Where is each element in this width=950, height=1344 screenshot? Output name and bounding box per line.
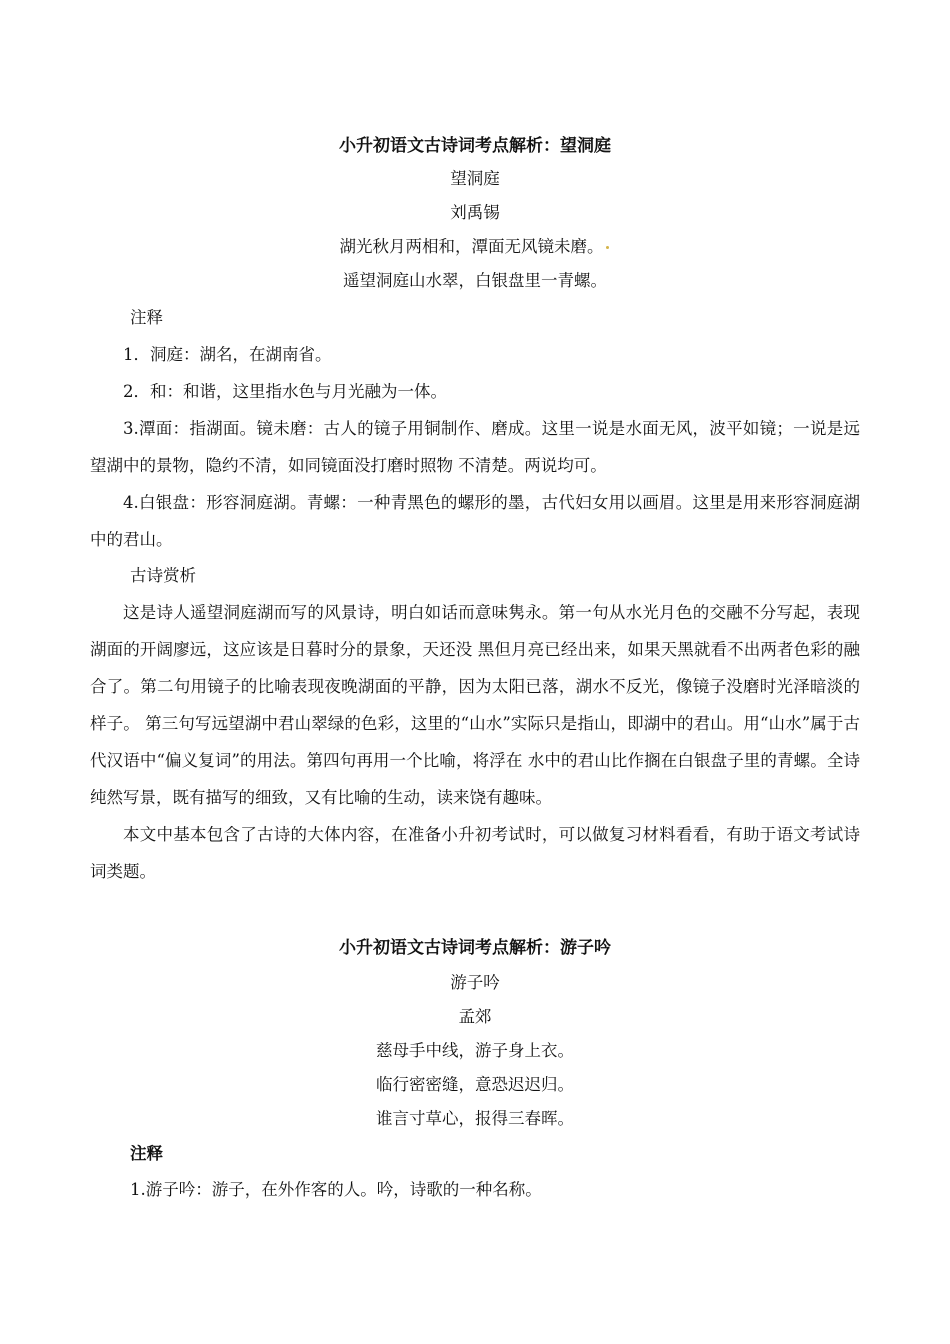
section2-poem-title: 游子吟	[450, 973, 500, 992]
section1-verse-2: 遥望洞庭山水翠，白银盘里一青螺。	[343, 271, 607, 290]
section2-verse-3: 谁言寸草心，报得三春晖。	[376, 1109, 574, 1128]
section2-author: 孟郊	[458, 1007, 492, 1026]
section1-appreciation-text: 这是诗人遥望洞庭湖而写的风景诗，明白如话而意味隽永。第一句从水光月色的交融不分写起，表现湖面的开阔廖远，这应该是日暮时分的景象，天还没 黑但月亮已经出来，如果天黑就看不出两者色彩的融合了。第二句用镜子的比喻表现夜晚湖面的平静，因为太阳已落，湖水不反光，像镜子没磨时光泽暗淡的样子。 第三句写远望湖中君山翠绿的色彩，这里的“山水”实际只是指山，即湖中的君山。用“山水”属于古代汉语中“偏义复词”的用法。第四句再用一个比喻，将浮在 水中的君山比作搁在白银盘子里的青螺。全诗纯然写景，既有描写的细致，又有比喻的生动，读来饶有趣味。	[90, 603, 860, 807]
section2-notes-label: 注释	[130, 1144, 163, 1163]
section1-verse-1: 湖光秋月两相和，潭面无风镜未磨。	[90, 230, 860, 264]
section1-heading: 小升初语文古诗词考点解析：望洞庭	[339, 136, 611, 156]
section2-heading: 小升初语文古诗词考点解析：游子吟	[339, 938, 611, 958]
section1-notes-label: 注释	[130, 308, 163, 327]
section2-verse-2: 临行密密缝，意恐迟迟归。	[376, 1075, 574, 1094]
section1-note-1: 1．洞庭：湖名，在湖南省。	[123, 345, 332, 364]
section1-note-3: 3.潭面：指湖面。镜未磨：古人的镜子用铜制作、磨成。这里一说是水面无风，波平如镜；一说是远望湖中的景物，隐约不清，如同镜面没打磨时照物 不清楚。两说均可。	[90, 419, 860, 475]
section1-closing-text: 本文中基本包含了古诗的大体内容，在准备小升初考试时，可以做复习材料看看，有助于语文考试诗词类题。	[90, 825, 860, 881]
section2-verse-1: 慈母手中线，游子身上衣。	[376, 1041, 574, 1060]
document-page	[90, 0, 860, 1208]
section1-poem-title: 望洞庭	[450, 169, 500, 188]
section1-author: 刘禹锡	[450, 203, 500, 222]
section1-note-4: 4.白银盘：形容洞庭湖。青螺：一种青黑色的螺形的墨，古代妇女用以画眉。这里是用来形容洞庭湖中的君山。	[90, 493, 860, 549]
section2-note-1: 1.游子吟：游子，在外作客的人。吟，诗歌的一种名称。	[130, 1180, 542, 1199]
speck-mark	[606, 246, 609, 249]
section1-note-2: 2．和：和谐，这里指水色与月光融为一体。	[123, 382, 447, 401]
section1-appreciation-label: 古诗赏析	[130, 566, 196, 585]
